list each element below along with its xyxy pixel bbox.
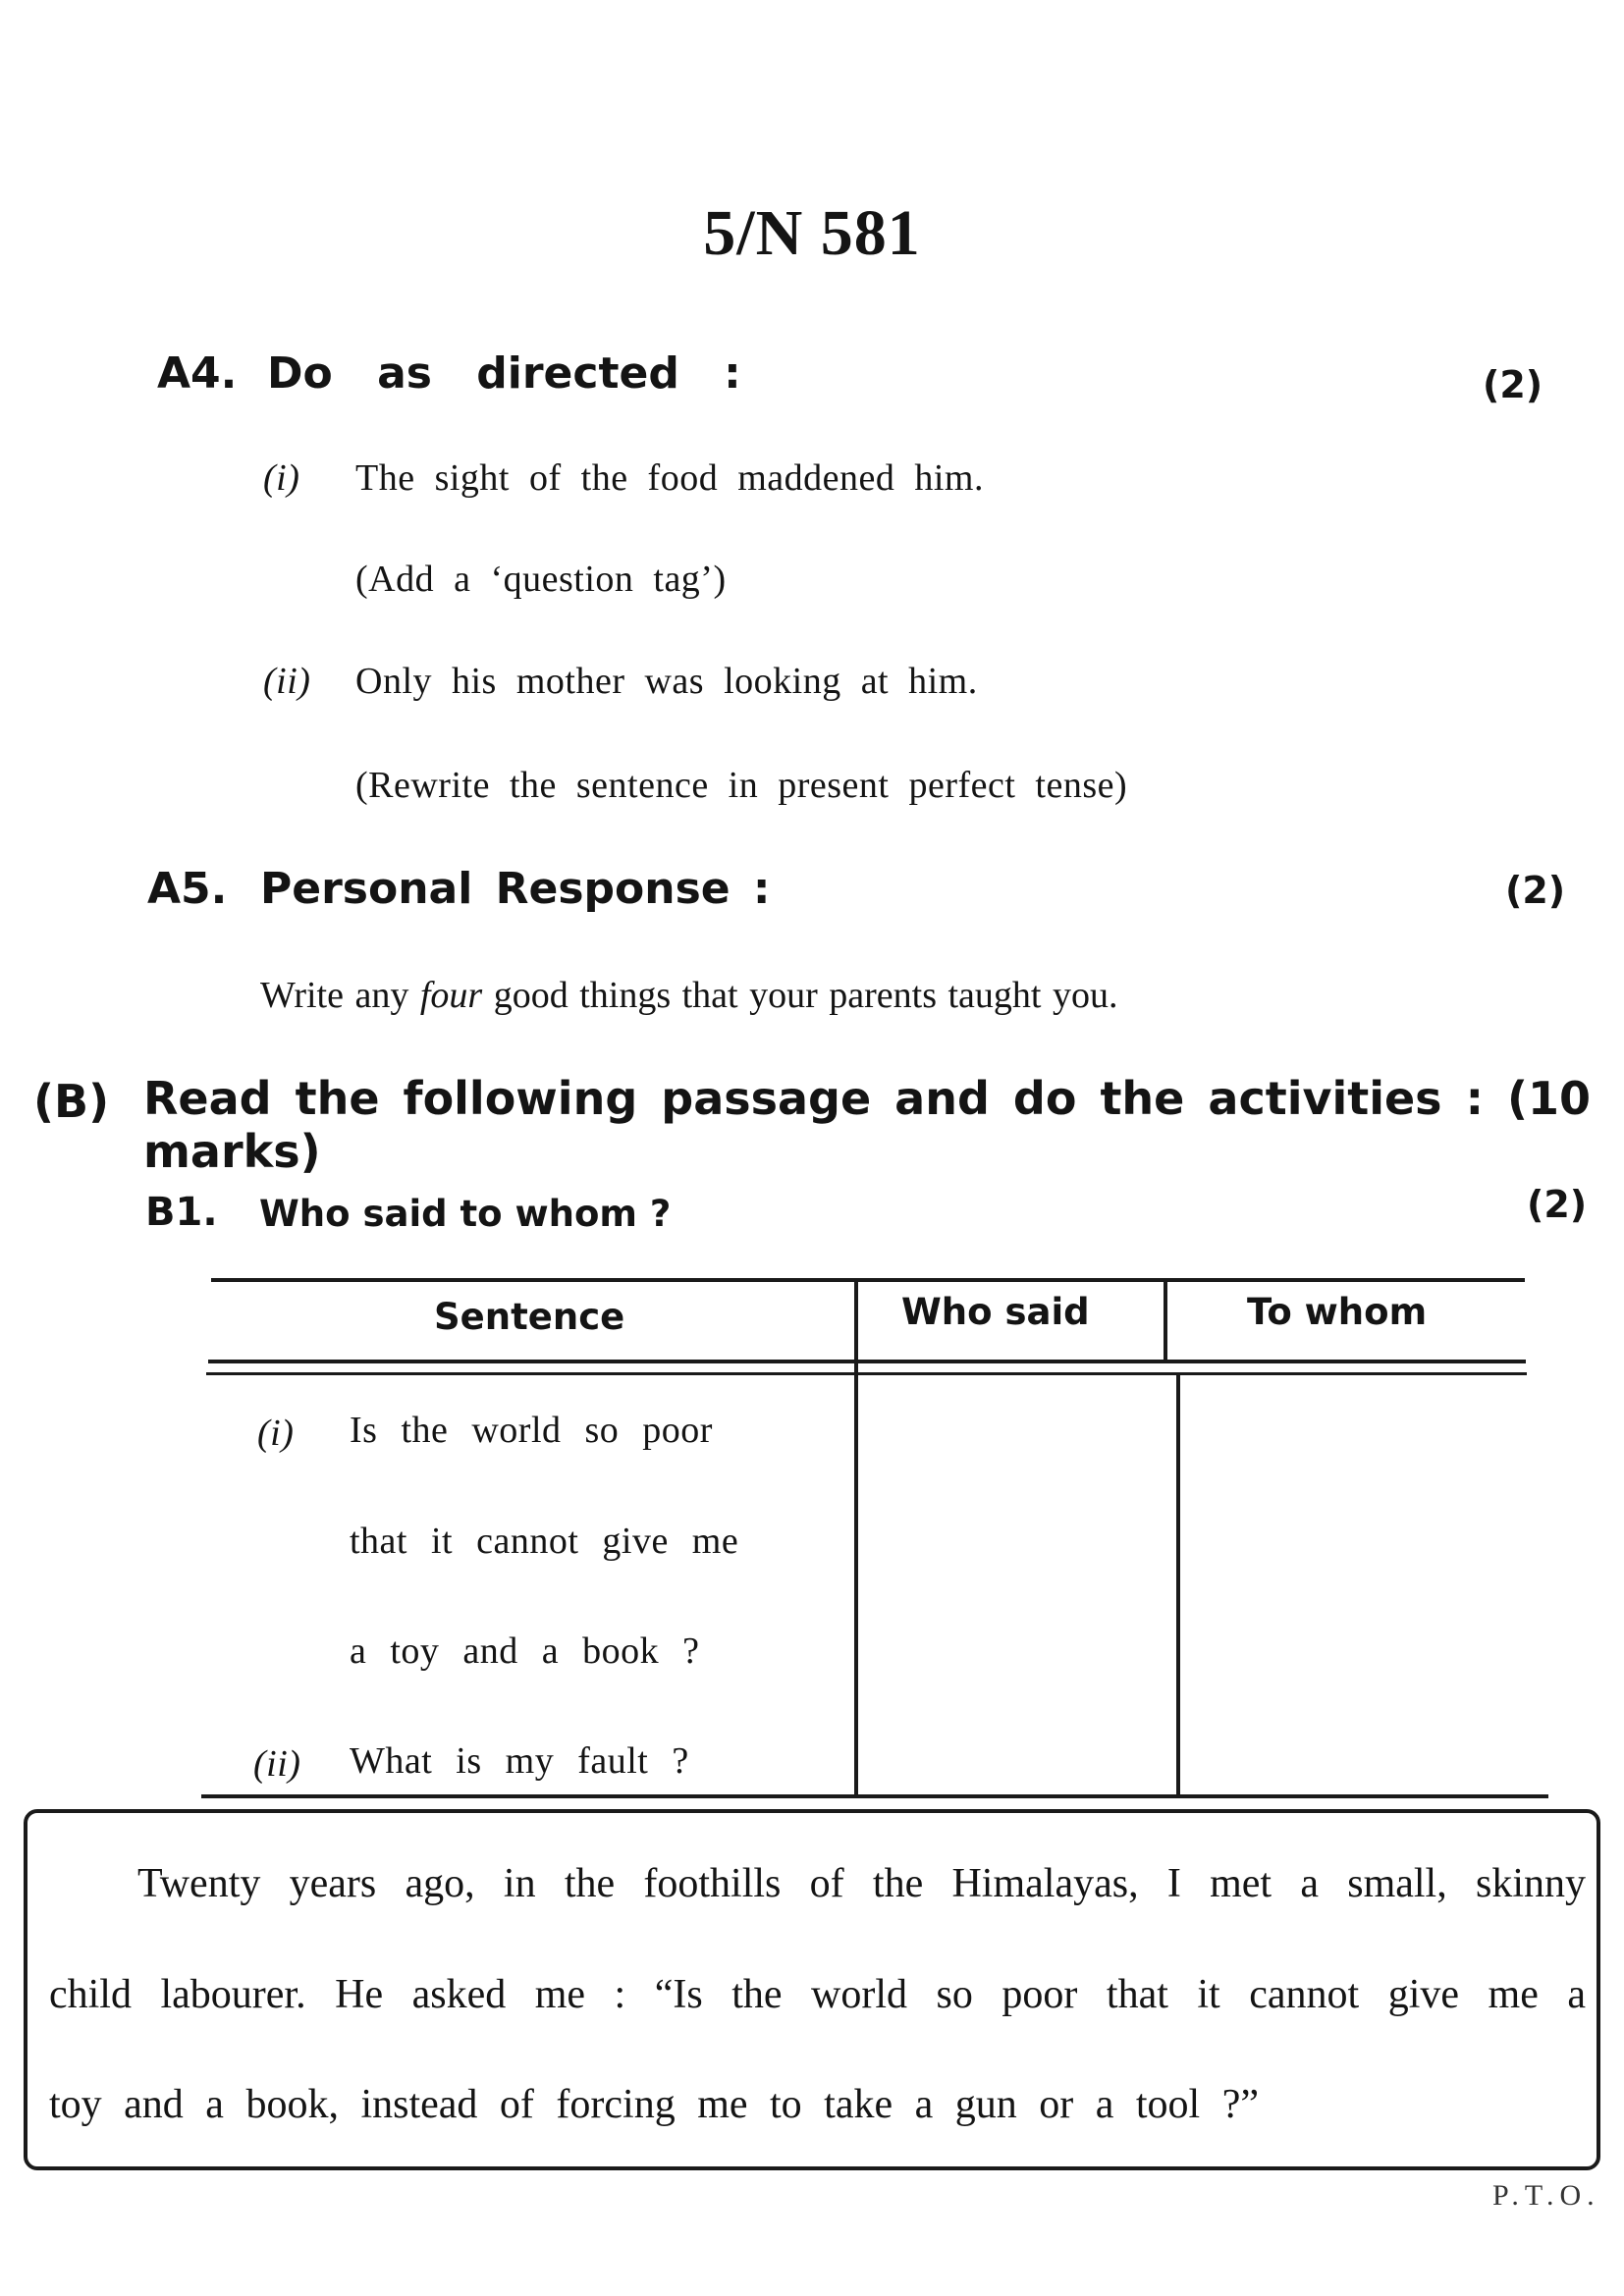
table-row-1-line-2: that it cannot give me: [350, 1521, 739, 1562]
table-header-rule: [208, 1360, 1526, 1363]
table-header-who-said: Who said: [901, 1291, 1090, 1333]
a4-item-2-sentence: Only his mother was looking at him.: [355, 661, 978, 702]
a4-item-2-num: (ii): [263, 661, 311, 702]
b1-label: B1.: [145, 1190, 218, 1235]
passage-line-1: Twenty years ago, in the foothills of the Himalayas, I met a small, skinny: [137, 1861, 1586, 1906]
table-row-1-num: (i): [257, 1413, 295, 1454]
b1-marks: (2): [1527, 1183, 1588, 1226]
paper-code: 5/N 581: [703, 197, 921, 269]
a5-label: A5.: [147, 864, 228, 914]
a5-instruction: Write any four good things that your parents taught you.: [260, 975, 1118, 1016]
table-header-to-whom: To whom: [1247, 1291, 1428, 1333]
passage-line-2: child labourer. He asked me : “Is the world so poor that it cannot give me a: [49, 1972, 1586, 2017]
table-header-sentence: Sentence: [434, 1296, 625, 1338]
b1-title: Who said to whom ?: [259, 1193, 672, 1235]
a4-label: A4.: [157, 348, 238, 399]
table-header-rule-2: [206, 1372, 1527, 1375]
table-col-divider-2a: [1164, 1278, 1167, 1361]
a4-item-1-instruction: (Add a ‘question tag’): [355, 559, 727, 600]
table-row-1-line-3: a toy and a book ?: [350, 1630, 700, 1672]
a4-title: Do as directed :: [267, 348, 741, 399]
a4-item-1-sentence: The sight of the food maddened him.: [355, 457, 984, 499]
table-row-2-line-1: What is my fault ?: [350, 1740, 689, 1782]
a4-marks: (2): [1483, 363, 1543, 406]
table-bottom-rule: [201, 1794, 1548, 1798]
table-col-divider-2b: [1176, 1372, 1180, 1794]
section-b-label: (B): [33, 1075, 110, 1128]
a4-item-2-instruction: (Rewrite the sentence in present perfect tense): [355, 765, 1128, 806]
a5-marks: (2): [1505, 869, 1566, 912]
table-col-divider-1: [854, 1278, 858, 1794]
a5-title: Personal Response :: [260, 864, 771, 914]
passage-line-3: toy and a book, instead of forcing me to take a gun or a tool ?”: [49, 2082, 1260, 2127]
table-row-2-num: (ii): [253, 1743, 301, 1785]
table-row-1-line-1: Is the world so poor: [350, 1410, 713, 1451]
section-b-title: Read the following passage and do the activities : (10 marks): [143, 1072, 1592, 1178]
footer-pto: P.T.O.: [1492, 2179, 1600, 2212]
a4-item-1-num: (i): [263, 457, 300, 499]
table-top-rule: [211, 1278, 1525, 1282]
